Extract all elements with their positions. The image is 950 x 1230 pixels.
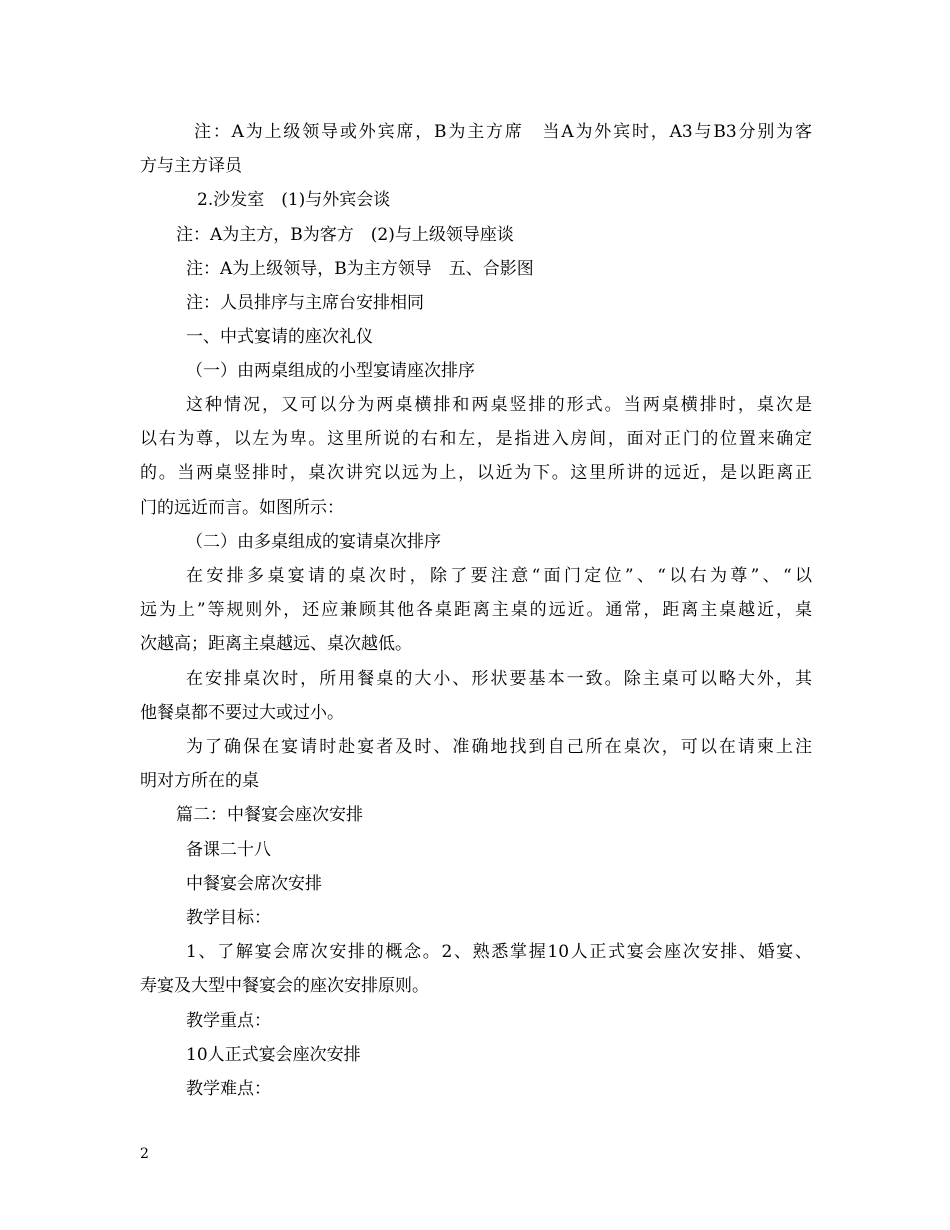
subsection-heading: （二）由多桌组成的宴请桌次排序 (186, 532, 441, 552)
text-line: 次越高；距离主桌越远、桌次越低。 (140, 634, 412, 654)
text-line: 的。当两桌竖排时，桌次讲究以远为上，以近为下。这里所讲的远近，是以距离正 (140, 463, 812, 483)
text-line: 中餐宴会席次安排 (186, 874, 322, 894)
text-line: 教学目标： (186, 908, 271, 928)
text-line: 为了确保在宴请时赴宴者及时、准确地找到自己所在桌次，可以在请柬上注 (186, 737, 812, 757)
text-line: 注：人员排序与主席台安排相同 (186, 293, 424, 313)
text-line: 备课二十八 (186, 840, 271, 860)
text-line: 注：A为上级领导或外宾席，B为主方席 当A为外宾时，A3与B3分别为客 (194, 122, 812, 142)
text-line: 2.沙发室 (1)与外宾会谈 (197, 190, 391, 210)
text-line: 教学重点： (186, 1011, 271, 1031)
text-line: 他餐桌都不要过大或过小。 (140, 703, 344, 723)
page-number: 2 (140, 1146, 149, 1162)
text-line: 远为上”等规则外，还应兼顾其他各桌距离主桌的远近。通常，距离主桌越近，桌 (140, 600, 812, 620)
section-heading: 一、中式宴请的座次礼仪 (186, 327, 373, 347)
text-line: 教学难点： (186, 1079, 271, 1099)
text-line: 10人正式宴会座次安排 (186, 1045, 361, 1065)
text-line: 明对方所在的桌 (140, 771, 259, 791)
text-line: 1、了解宴会席次安排的概念。2、熟悉掌握10人正式宴会座次安排、婚宴、 (186, 942, 812, 962)
article-heading: 篇二：中餐宴会座次安排 (176, 805, 363, 825)
text-line: 门的远近而言。如图所示： (140, 498, 344, 518)
subsection-heading: （一）由两桌组成的小型宴请座次排序 (186, 361, 475, 381)
text-line: 注：A为上级领导，B为主方领导 五、合影图 (186, 259, 534, 279)
text-line: 方与主方译员 (140, 156, 242, 176)
text-line: 在安排多桌宴请的桌次时，除了要注意“面门定位”、“以右为尊”、“以 (186, 566, 812, 586)
text-line: 寿宴及大型中餐宴会的座次安排原则。 (140, 976, 429, 996)
text-line: 这种情况，又可以分为两桌横排和两桌竖排的形式。当两桌横排时，桌次是 (186, 395, 812, 415)
text-line: 在安排桌次时，所用餐桌的大小、形状要基本一致。除主桌可以略大外，其 (186, 669, 812, 689)
text-line: 以右为尊，以左为卑。这里所说的右和左，是指进入房间，面对正门的位置来确定 (140, 429, 812, 449)
text-line: 注：A为主方，B为客方 (2)与上级领导座谈 (176, 225, 514, 245)
